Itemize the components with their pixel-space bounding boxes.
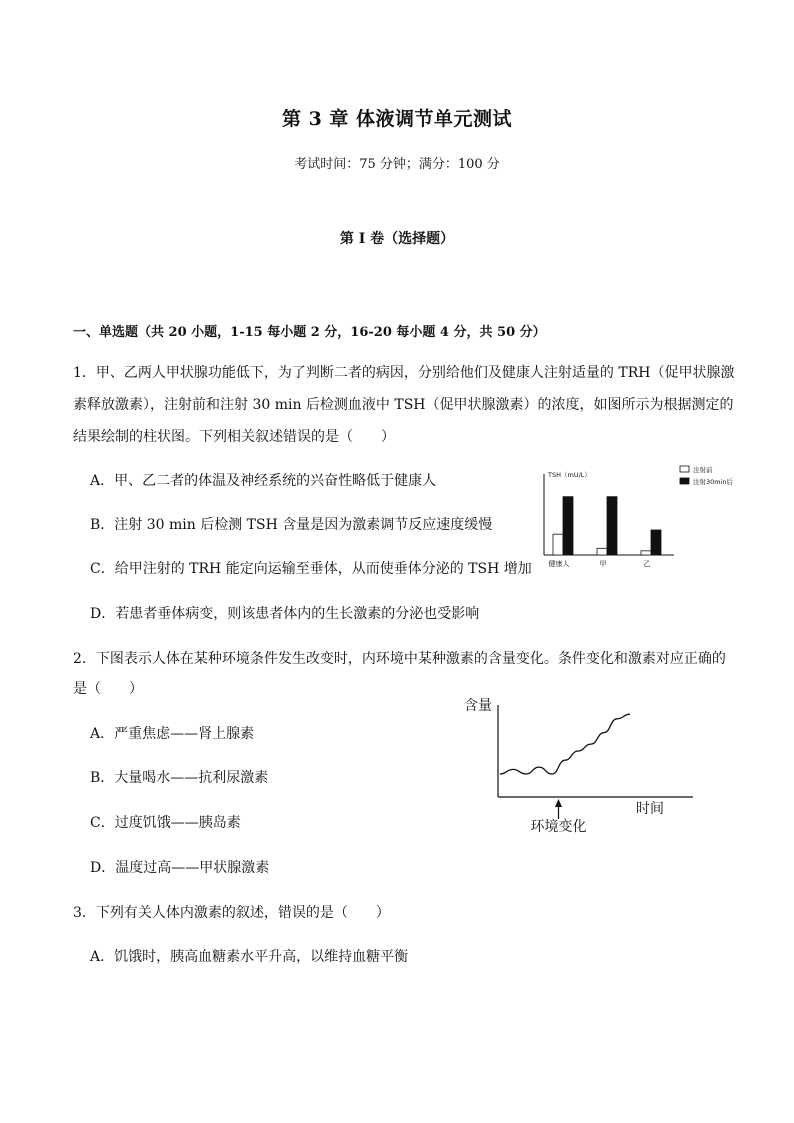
question-type-heading: 一、单选题（共 20 小题，1-15 每小题 2 分，16-20 每小题 4 分，共 50 分） <box>73 325 546 340</box>
hormone-line-chart <box>460 692 700 840</box>
legend-swatch <box>680 466 689 472</box>
bar <box>563 497 573 555</box>
legend-label: 注射30min后 <box>693 478 734 486</box>
q2-option-a: A．严重焦虑——肾上腺素 <box>90 726 255 742</box>
q1-option-a: A．甲、乙二者的体温及神经系统的兴奋性略低于健康人 <box>90 473 437 489</box>
q2-option-b: B．大量喝水——抗利尿激素 <box>90 770 269 786</box>
page-title: 第 3 章 体液调节单元测试 <box>281 108 513 130</box>
q2-option-d: D．温度过高——甲状腺激素 <box>90 860 270 876</box>
event-arrow-head <box>555 799 562 807</box>
q1-stem-line: 结果绘制的柱状图。下列相关叙述错误的是（ ） <box>73 429 395 445</box>
q1-option-c: C．给甲注射的 TRH 能定向运输至垂体，从而使垂体分泌的 TSH 增加 <box>90 561 532 577</box>
q1-stem-line: 素释放激素），注射前和注射 30 min 后检测血液中 TSH（促甲状腺激素）的浓度，如图所示为根据测定的 <box>73 397 734 413</box>
exam-info: 考试时间：75 分钟；满分：100 分 <box>294 157 500 172</box>
bar <box>641 551 651 555</box>
q3-option-a: A．饥饿时，胰高血糖素水平升高，以维持血糖平衡 <box>90 949 409 965</box>
tsh-bar-chart <box>530 462 750 574</box>
x-tick-label: 乙 <box>643 560 651 568</box>
q3-stem-line: 3．下列有关人体内激素的叙述，错误的是（ ） <box>73 905 390 921</box>
x-tick-label: 健康人 <box>548 560 570 568</box>
bar <box>597 548 607 555</box>
q1-option-d: D．若患者垂体病变，则该患者体内的生长激素的分泌也受影响 <box>90 606 480 622</box>
hormone-curve <box>500 714 630 774</box>
bar <box>607 497 617 555</box>
legend-label: 注射前 <box>693 466 713 474</box>
q1-stem-line: 1．甲、乙两人甲状腺功能低下，为了判断二者的病因，分别给他们及健康人注射适量的 TRH（促甲状腺激 <box>73 365 735 381</box>
x-axis-label: 时间 <box>636 801 664 817</box>
legend-swatch <box>680 478 689 484</box>
bar <box>553 534 563 555</box>
event-annotation: 环境变化 <box>530 819 587 835</box>
q2-stem-line: 是（ ） <box>73 681 143 697</box>
x-tick-label: 甲 <box>599 560 607 568</box>
q1-option-b: B．注射 30 min 后检测 TSH 含量是因为激素调节反应速度缓慢 <box>90 517 493 533</box>
q2-option-c: C．过度饥饿——胰岛素 <box>90 815 241 831</box>
bar <box>651 530 661 555</box>
y-axis-label: TSH（mU/L） <box>548 471 591 479</box>
section-heading: 第 I 卷（选择题） <box>339 231 455 247</box>
y-axis-label: 含量 <box>464 698 492 714</box>
q2-stem-line: 2．下图表示人体在某种环境条件发生改变时，内环境中某种激素的含量变化。条件变化和激素对应正确的 <box>73 651 726 667</box>
